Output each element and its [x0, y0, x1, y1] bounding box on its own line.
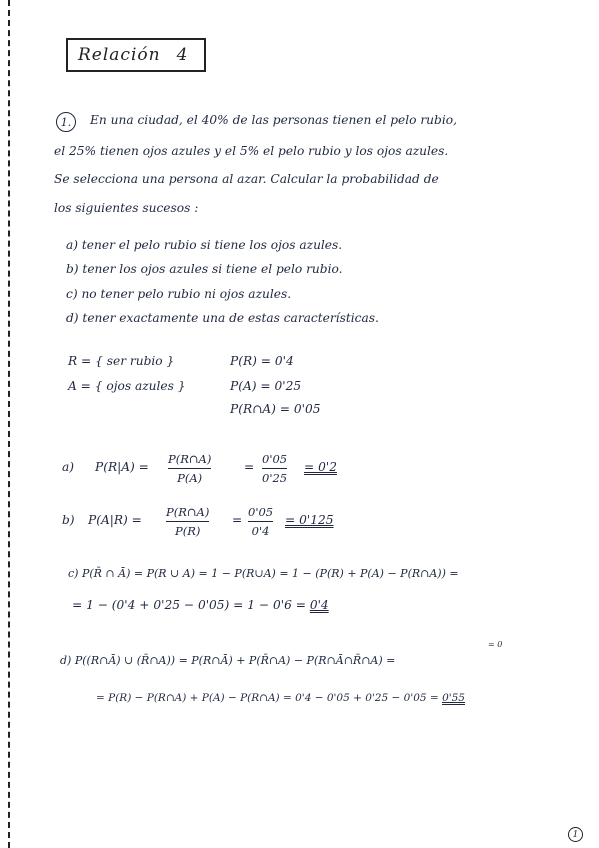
item-c: c) no tener pelo rubio ni ojos azules.	[66, 287, 292, 301]
problem-line-4: los siguientes sucesos :	[54, 201, 199, 215]
def-r: R = { ser rubio }	[68, 354, 175, 368]
sol-a-num1: P(R∩A)	[168, 452, 212, 466]
sol-a-lhs: P(R|A) =	[95, 460, 149, 474]
problem-line-1: En una ciudad, el 40% de las personas tienen el pelo rubio,	[90, 113, 457, 127]
sol-a-fraction-1	[168, 452, 211, 485]
sol-b-eq: =	[232, 513, 243, 527]
sol-d-line-1: d) P((R∩Ā) ∪ (R̄∩A)) = P(R∩Ā) + P(R̄∩A) − P(R∩Ā∩R̄∩A) =	[60, 654, 396, 667]
sol-b-lhs: P(A|R) =	[88, 513, 142, 527]
fraction-bar	[168, 468, 211, 469]
sol-a-den1: P(A)	[177, 471, 203, 485]
def-a: A = { ojos azules }	[68, 379, 186, 393]
prob-r: P(R) = 0'4	[230, 354, 294, 368]
fraction-bar	[166, 521, 209, 522]
sol-a-eq: =	[244, 460, 255, 474]
sol-c-line-2-text: = 1 − (0'4 + 0'25 − 0'05) = 1 − 0'6 =	[72, 598, 306, 612]
item-d: d) tener exactamente una de estas características.	[66, 311, 379, 325]
sol-b-num2: 0'05	[248, 505, 274, 519]
sol-b-fraction-2	[248, 505, 273, 538]
sol-d-line-2	[96, 692, 465, 704]
sol-c-line-1: c) P(R̄ ∩ Ā) = P(R ∪ A) = 1 − P(R∪A) = 1 − (P(R) + P(A) − P(R∩A)) =	[68, 567, 459, 580]
sol-a-result: = 0'2	[304, 460, 337, 474]
fraction-bar	[262, 468, 287, 469]
fraction-bar	[248, 521, 273, 522]
sol-d-annotation: = 0	[488, 640, 503, 649]
sol-b-result: = 0'125	[285, 513, 334, 527]
sol-b-den2: 0'4	[251, 524, 270, 538]
title-box	[66, 38, 206, 72]
sol-a-label: a)	[62, 460, 75, 474]
notebook-margin	[8, 0, 10, 848]
prob-a: P(A) = 0'25	[230, 379, 302, 393]
sol-c-line-2	[72, 598, 329, 612]
problem-line-3: Se selecciona una persona al azar. Calcular la probabilidad de	[54, 172, 439, 186]
title-number: 4	[176, 45, 189, 65]
sol-a-den2: 0'25	[262, 471, 288, 485]
page-number: 1	[568, 827, 583, 842]
sol-d-result: 0'55	[442, 692, 465, 704]
page-title	[78, 45, 188, 65]
item-a: a) tener el pelo rubio si tiene los ojos azules.	[66, 238, 343, 252]
problem-line-2: el 25% tienen ojos azules y el 5% el pelo rubio y los ojos azules.	[54, 144, 449, 158]
sol-a-fraction-2	[262, 452, 287, 485]
sol-c-result: 0'4	[309, 598, 329, 612]
prob-ra: P(R∩A) = 0'05	[230, 402, 321, 416]
sol-b-fraction-1	[166, 505, 209, 538]
sol-b-num1: P(R∩A)	[166, 505, 210, 519]
item-b: b) tener los ojos azules si tiene el pelo rubio.	[66, 262, 343, 276]
sol-d-line-2-text: = P(R) − P(R∩A) + P(A) − P(R∩A) = 0'4 − 0'05 + 0'25 − 0'05 =	[96, 692, 439, 704]
exercise-number: 1.	[56, 112, 76, 132]
sol-b-den1: P(R)	[174, 524, 201, 538]
sol-b-label: b)	[62, 513, 75, 527]
sol-a-num2: 0'05	[262, 452, 288, 466]
title-text: Relación	[78, 45, 161, 65]
